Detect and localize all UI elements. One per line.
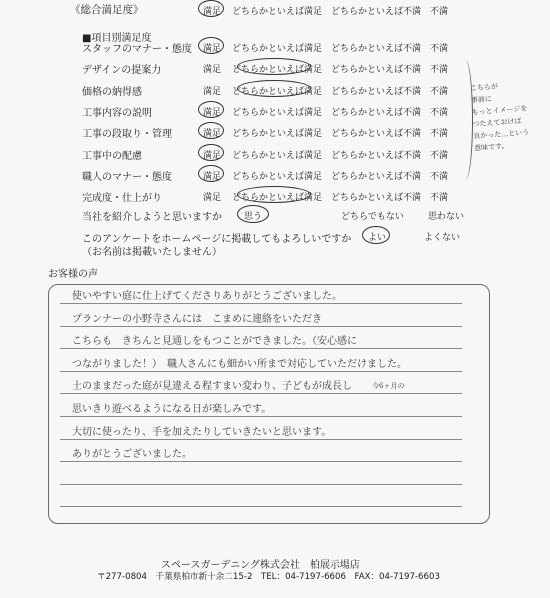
ruled-line	[60, 461, 462, 462]
publish-selected-circle	[362, 226, 390, 244]
ruled-line	[60, 439, 462, 440]
voice-title: お客様の声	[48, 269, 98, 280]
item-label: 職人のマナー・態度	[82, 171, 172, 183]
item-option[interactable]: 不満	[430, 171, 449, 182]
item-option[interactable]: どちらかといえば満足	[232, 150, 323, 161]
referral-option-3[interactable]: 思わない	[428, 212, 465, 222]
ruled-line	[60, 326, 462, 327]
margin-bracket	[458, 60, 473, 180]
voice-line: ありがとうございました。	[72, 449, 192, 461]
item-option[interactable]: 満足	[203, 86, 222, 97]
ruled-line	[60, 416, 462, 417]
item-option[interactable]: どちらかといえば満足	[232, 44, 323, 54]
ruled-line	[60, 506, 462, 507]
item-option[interactable]: どちらかといえば不満	[331, 65, 422, 76]
item-option[interactable]: 不満	[430, 150, 449, 161]
item-selected-circle	[198, 37, 224, 54]
overall-option-3[interactable]: どちらかといえば不満	[331, 7, 422, 17]
item-option[interactable]: どちらかといえば不満	[331, 171, 422, 182]
item-option[interactable]: どちらかといえば満足	[232, 171, 323, 182]
overall-option-4[interactable]: 不満	[430, 7, 449, 17]
publish-option-2[interactable]: よくない	[424, 233, 461, 243]
voice-line: プランナーの小野寺さんには こまめに連絡をいただき	[72, 313, 322, 325]
item-label: 価格の納得感	[82, 86, 142, 98]
referral-option-2[interactable]: どちらでもない	[341, 212, 404, 222]
margin-note	[470, 78, 545, 155]
item-option[interactable]: 不満	[430, 86, 449, 97]
item-option[interactable]: 満足	[203, 107, 222, 118]
overall-option-2[interactable]: どちらかといえば満足	[232, 7, 323, 17]
margin-note-line: 事前に	[470, 95, 493, 105]
item-option[interactable]: 不満	[430, 107, 449, 118]
overall-title: 《総合満足度》	[70, 4, 144, 16]
items-title: ■項目別満足度	[82, 33, 152, 44]
referral-selected-circle	[237, 205, 269, 223]
publish-option-1[interactable]: よい	[368, 233, 387, 243]
item-option[interactable]: 不満	[430, 65, 449, 76]
overall-option-1[interactable]: 満足	[203, 7, 222, 17]
voice-line: こちらも きちんと見通しをもつことができました。（安心感に	[72, 336, 357, 348]
voice-line: つながりました！） 職人さんにも細かい所まで対応していただけました。	[72, 358, 407, 370]
item-option[interactable]: どちらかといえば不満	[331, 129, 422, 140]
item-option[interactable]: 満足	[203, 129, 222, 140]
item-option[interactable]: どちらかといえば満足	[232, 129, 323, 140]
item-selected-circle	[237, 80, 311, 97]
item-option[interactable]: 満足	[203, 44, 222, 54]
ruled-line	[60, 484, 462, 485]
publish-question: このアンケートをホームページに掲載してもよろしいですか	[82, 234, 352, 245]
item-option[interactable]: 満足	[203, 150, 222, 161]
item-option[interactable]: どちらかといえば不満	[331, 44, 422, 54]
item-selected-circle	[198, 144, 224, 161]
voice-line: 使いやすい庭に仕上げてくださりありがとうございました。	[72, 291, 342, 302]
item-option[interactable]: どちらかといえば不満	[331, 150, 422, 161]
referral-option-1[interactable]: 思う	[244, 212, 263, 222]
item-label: デザインの提案力	[82, 65, 162, 77]
item-option[interactable]: どちらかといえば満足	[232, 193, 323, 204]
publish-note: （お名前は掲載いたしません）	[82, 247, 222, 258]
item-selected-circle	[198, 165, 224, 182]
voice-line: 大切に使ったり、手を加えたりしていきたいと思います。	[72, 426, 332, 438]
item-selected-circle	[198, 101, 224, 118]
voice-line: 土のままだった庭が見違える程すまい変わり、子どもが成長し	[72, 381, 352, 393]
margin-note-line: 良かった…という	[473, 128, 530, 141]
item-option[interactable]: 不満	[430, 44, 449, 54]
item-option[interactable]: 満足	[203, 171, 222, 182]
margin-note-line: つたえておけば	[472, 117, 522, 129]
item-option[interactable]: どちらかといえば満足	[232, 86, 323, 97]
item-option[interactable]: 不満	[430, 193, 449, 204]
ruled-line	[60, 303, 462, 304]
item-option[interactable]: どちらかといえば不満	[331, 193, 422, 204]
voice-line: 思いきり遊べるようになる日が楽しみです。	[72, 404, 272, 415]
item-option[interactable]: どちらかといえば満足	[232, 107, 323, 118]
item-label: 工事中の配慮	[82, 150, 142, 162]
item-option[interactable]: 満足	[203, 65, 222, 76]
item-option[interactable]: 満足	[203, 193, 222, 204]
item-label: スタッフのマナー・態度	[82, 44, 192, 55]
item-label: 工事内容の説明	[82, 107, 152, 119]
margin-note-line: こちらが	[469, 82, 499, 93]
margin-note-line: 意味です。	[473, 141, 509, 153]
ruled-line	[60, 348, 462, 349]
margin-note-line: もっとイメージを	[471, 104, 528, 117]
item-option[interactable]: どちらかといえば不満	[331, 86, 422, 97]
item-label: 工事の段取り・管理	[82, 129, 172, 141]
item-option[interactable]: どちらかといえば満足	[232, 65, 323, 76]
item-option[interactable]: どちらかといえば不満	[331, 107, 422, 118]
ruled-line	[60, 393, 462, 394]
footer-company: スペースガーデニング株式会社 柏展示場店	[161, 560, 360, 571]
overall-selected-circle	[198, 0, 224, 17]
voice-inserted-note: 今6ヶ月の	[372, 382, 405, 390]
ruled-line	[60, 371, 462, 372]
item-label: 完成度・仕上がり	[82, 193, 162, 205]
referral-question: 当社を紹介しようと思いますか	[82, 212, 222, 223]
item-selected-circle	[237, 186, 311, 203]
footer-address: 〒277-0804 千葉県柏市新十余二15-2 TEL：04-7197-6606 FAX：04-7197-6603	[97, 572, 440, 582]
item-option[interactable]: 不満	[430, 129, 449, 140]
